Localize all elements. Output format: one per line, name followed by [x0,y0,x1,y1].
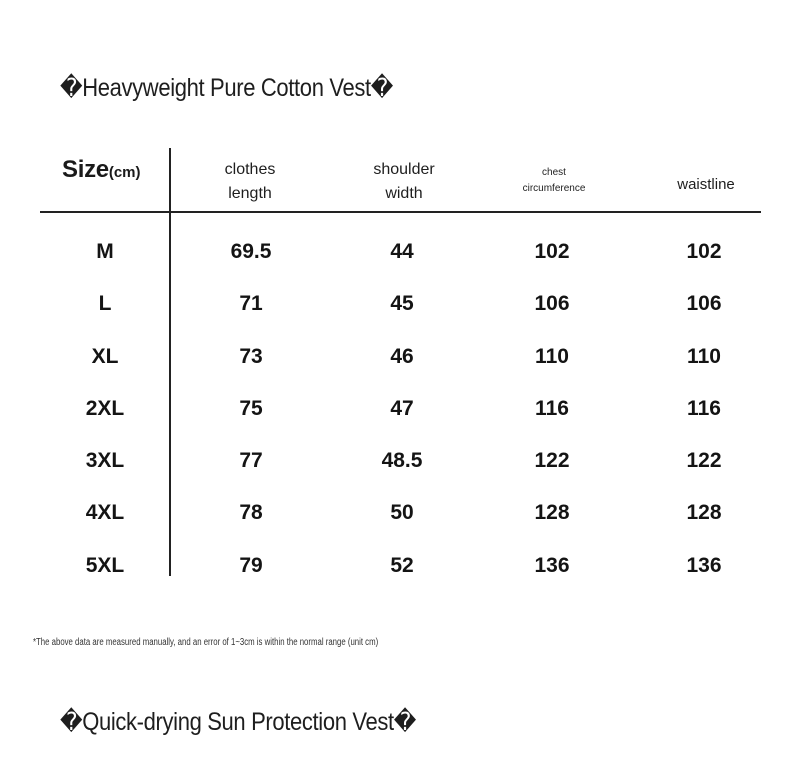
column-header-line: chest [542,167,566,178]
shoulder-width-value: 44 [390,240,414,263]
chest-value: 110 [535,345,569,368]
waistline-value: 116 [687,397,721,420]
size-column-header [62,156,141,184]
chest-value: 116 [535,397,569,420]
clothes-length-value: 73 [239,345,263,368]
waistline-value: 128 [686,501,722,524]
clothes-length-value: 77 [239,449,263,472]
shoulder-width-value: 50 [390,501,414,524]
size-label: 5XL [85,554,125,577]
shoulder-width-value: 47 [390,397,414,420]
shoulder-width-value: 45 [390,292,414,315]
column-header-line: clothes [224,161,276,178]
clothes-length-value: 75 [239,397,263,420]
header-divider [40,211,761,213]
waistline-value: 110 [687,345,721,368]
size-label: L [98,292,112,315]
size-label: 2XL [85,397,125,420]
chest-value: 128 [534,501,570,524]
chest-value: 106 [534,292,570,315]
size-label: XL [91,345,119,368]
product-title-cotton-vest: �Heavyweight Pure Cotton Vest� [60,74,393,102]
chest-value: 136 [534,554,570,577]
measurement-footnote: *The above data are measured manually, and an error of 1~3cm is within the normal range (unit cm) [33,637,379,648]
size-header-unit: (cm) [108,164,141,181]
column-header-waistline [677,173,735,197]
chest-value: 102 [534,240,570,263]
size-label: M [96,240,114,263]
product-title-sun-protection-vest: �Quick-drying Sun Protection Vest� [60,708,416,736]
column-header-line: width [385,185,423,202]
size-chart-table [40,148,761,576]
shoulder-width-value: 46 [390,345,414,368]
column-header-line: waistline [677,176,735,193]
column-header-line: circumference [522,183,586,194]
chest-value: 122 [534,449,570,472]
clothes-length-value: 79 [239,554,263,577]
waistline-value: 106 [686,292,722,315]
column-header-line: length [228,185,272,202]
waistline-value: 102 [686,240,722,263]
column-header-chest-circumference [523,165,586,197]
clothes-length-value: 78 [239,501,263,524]
column-header-clothes-length [225,158,276,206]
column-header-shoulder-width [373,158,434,206]
size-label: 3XL [85,449,125,472]
size-label: 4XL [85,501,125,524]
shoulder-width-value: 52 [390,554,414,577]
column-header-line: shoulder [373,161,435,178]
clothes-length-value: 69.5 [230,240,272,263]
size-header-label: Size [62,156,109,183]
clothes-length-value: 71 [239,292,263,315]
waistline-value: 136 [686,554,722,577]
waistline-value: 122 [686,449,722,472]
shoulder-width-value: 48.5 [381,449,423,472]
